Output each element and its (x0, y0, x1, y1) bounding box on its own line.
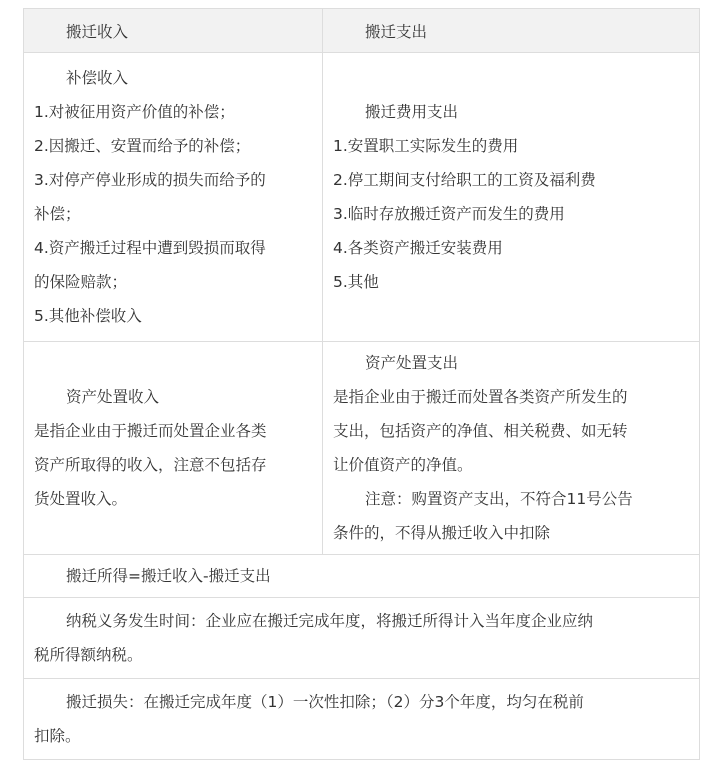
asset-disposal-income-title: 资产处置收入 (66, 388, 160, 406)
table-row-compensation (24, 53, 700, 342)
compensation-item: 4.资产搬迁过程中遭到毁损而取得 (34, 239, 266, 257)
header-income-cell (24, 9, 323, 53)
relocation-expense-item: 2.停工期间支付给职工的工资及福利费 (333, 171, 596, 189)
compensation-item: 3.对停产停业形成的损失而给予的 (34, 171, 266, 189)
table-row-loss (24, 679, 700, 760)
asset-disposal-income-text: 是指企业由于搬迁而处置企业各类 (34, 422, 267, 440)
asset-disposal-expense-text: 让价值资产的净值。 (333, 456, 473, 474)
table-header-row (24, 9, 700, 53)
asset-disposal-expense-text: 是指企业由于搬迁而处置各类资产所发生的 (333, 388, 628, 406)
formula-cell (24, 555, 700, 598)
relocation-tax-table (23, 8, 700, 760)
compensation-item: 1.对被征用资产价值的补偿； (34, 103, 235, 121)
relocation-loss-text: 扣除。 (34, 727, 81, 745)
header-expense: 搬迁支出 (365, 22, 428, 41)
compensation-item: 的保险赔款； (34, 273, 128, 291)
header-income: 搬迁收入 (66, 22, 129, 41)
header-expense-cell (323, 9, 700, 53)
tax-time-text: 纳税义务发生时间：企业应在搬迁完成年度，将搬迁所得计入当年度企业应纳 (66, 612, 594, 630)
compensation-income-title: 补偿收入 (66, 69, 129, 87)
compensation-item: 5.其他补偿收入 (34, 307, 142, 325)
asset-disposal-expense-cell (323, 342, 700, 555)
relocation-expense-item: 4.各类资产搬迁安装费用 (333, 239, 503, 257)
relocation-expense-cell (323, 53, 700, 342)
loss-cell (24, 679, 700, 760)
relocation-expense-item: 5.其他 (333, 273, 379, 291)
relocation-expense-item: 1.安置职工实际发生的费用 (333, 137, 519, 155)
compensation-item: 2.因搬迁、安置而给予的补偿； (34, 137, 251, 155)
asset-disposal-income-text: 货处置收入。 (34, 490, 128, 508)
compensation-item: 补偿； (34, 205, 81, 223)
tax-time-text: 税所得额纳税。 (34, 646, 143, 664)
table-row-tax-time (24, 598, 700, 679)
tax-time-cell (24, 598, 700, 679)
asset-disposal-income-cell (24, 342, 323, 555)
relocation-expense-title: 搬迁费用支出 (365, 103, 459, 121)
table-row-formula (24, 555, 700, 598)
compensation-income-cell (24, 53, 323, 342)
table-row-asset-disposal (24, 342, 700, 555)
relocation-loss-text: 搬迁损失：在搬迁完成年度（1）一次性扣除；（2）分3个年度，均匀在税前 (66, 693, 584, 711)
asset-disposal-note: 注意：购置资产支出，不符合11号公告 (365, 490, 633, 508)
asset-disposal-income-text: 资产所取得的收入，注意不包括存 (34, 456, 267, 474)
asset-disposal-expense-title: 资产处置支出 (365, 354, 459, 372)
asset-disposal-note: 条件的，不得从搬迁收入中扣除 (333, 524, 551, 542)
relocation-income-formula: 搬迁所得=搬迁收入-搬迁支出 (66, 567, 271, 585)
asset-disposal-expense-text: 支出，包括资产的净值、相关税费、如无转 (333, 422, 628, 440)
relocation-expense-item: 3.临时存放搬迁资产而发生的费用 (333, 205, 565, 223)
